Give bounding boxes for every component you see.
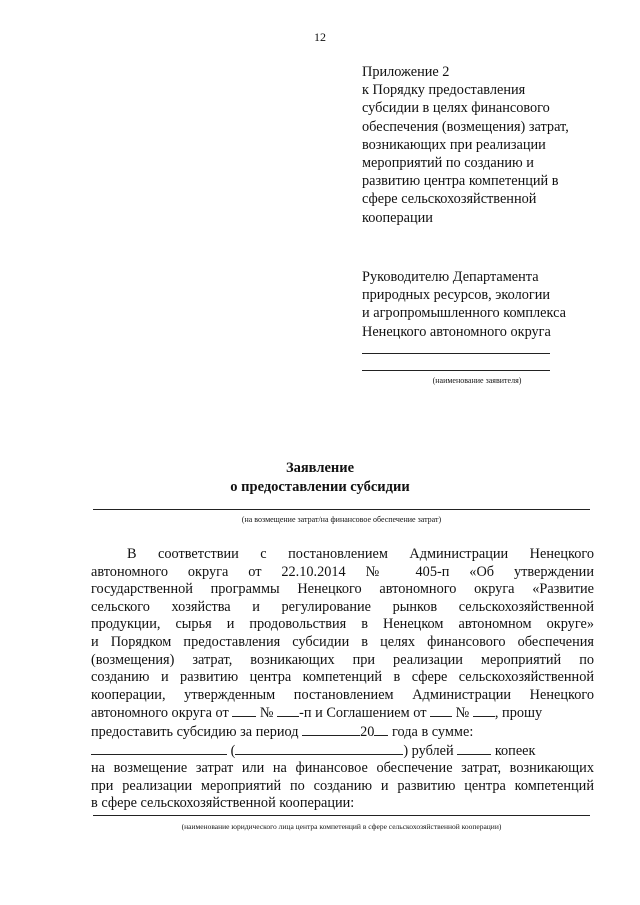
entity-caption: (наименование юридического лица центра компетенций в сфере сельскохозяйственной кооперации) [181,822,502,831]
addressee-line: Руководителю Департамента [362,269,539,285]
appendix-line: возникающих при реализации [362,136,546,153]
year-blank[interactable] [374,723,388,736]
appendix-line: сфере сельскохозяйственной [362,191,537,208]
body-text: , прошу [494,705,543,722]
appendix-line: кооперации [362,209,433,226]
applicant-line-2 [362,370,550,371]
appendix-block [362,63,602,227]
applicant-caption: (наименование заявителя) [432,376,522,385]
agreement-date-blank[interactable] [430,704,452,717]
kopecks-blank[interactable] [457,742,491,755]
body-line-date-number [91,704,594,723]
body-text: автономного округа от [91,705,229,722]
appendix-line: Приложение 2 [362,64,450,80]
body-line: кооперации, утвержденным постановлением Администрации Ненецкого [91,686,594,703]
amount-words-blank[interactable] [235,742,403,755]
appendix-line: субсидии в целях финансового [362,100,550,117]
body-line: (возмещения) затрат, возникающих при реализации мероприятий по [91,651,594,668]
purpose-caption: (на возмещение затрат/на финансовое обеспечение затрат) [241,515,442,524]
body-text: -п и Соглашением от [299,705,427,722]
body-text: предоставить субсидию за период [91,723,299,740]
purpose-line [93,509,590,510]
body-text: копеек [494,742,536,759]
body-text: № [455,705,470,722]
agreement-number-blank[interactable] [473,704,495,717]
date-blank[interactable] [232,704,256,717]
body-line: в сфере сельскохозяйственной кооперации: [91,795,355,812]
entity-line [93,815,590,816]
document-title: Заявление [285,460,355,476]
body-text: 20 [360,723,375,740]
period-blank[interactable] [302,723,360,736]
appendix-line: развитию центра компетенций в [362,173,559,190]
appendix-line: мероприятий по созданию и [362,155,534,172]
addressee-line: и агропромышленного комплекса [362,305,566,322]
body-text: ) рублей [403,742,454,759]
appendix-line: обеспечения (возмещения) затрат, [362,118,569,135]
page-number: 12 [314,30,326,44]
body-line: В соответствии с постановлением Администрации Ненецкого [127,546,594,562]
body-line-period [91,723,594,742]
body-text: ( [230,742,236,759]
amount-figures-blank[interactable] [91,742,227,755]
body-text: года в сумме: [392,723,474,740]
body-text: № [259,705,274,722]
body-line: сельского хозяйства и регулирование рынков сельскохозяйственной [91,598,594,615]
body-line: при реализации мероприятий по созданию и развитию центра компетенций [91,777,594,794]
addressee-block [362,268,602,341]
body-line: государственной программы Ненецкого автономного округа «Развитие [91,581,594,598]
body-line: на возмещение затрат или на финансовое обеспечение затрат, возникающих [91,760,594,777]
addressee-line: природных ресурсов, экологии [362,287,551,304]
application-body [91,546,594,813]
document-subtitle: о предоставлении субсидии [230,479,410,495]
body-line: и Порядком предоставления субсидии в целях финансового обеспечения [91,633,594,650]
number-blank[interactable] [277,704,299,717]
body-line-amount [91,742,594,761]
appendix-line: к Порядку предоставления [362,82,526,99]
addressee-line: Ненецкого автономного округа [362,323,551,340]
applicant-line-1 [362,353,550,354]
body-line: созданию и развитию центра компетенций в сфере сельскохозяйственной [91,669,594,686]
body-line: продукции, сырья и продовольствия в Ненецком автономном округе» [91,616,594,633]
body-line: автономного округа от 22.10.2014 № 405-п «Об утверждении [91,563,594,580]
